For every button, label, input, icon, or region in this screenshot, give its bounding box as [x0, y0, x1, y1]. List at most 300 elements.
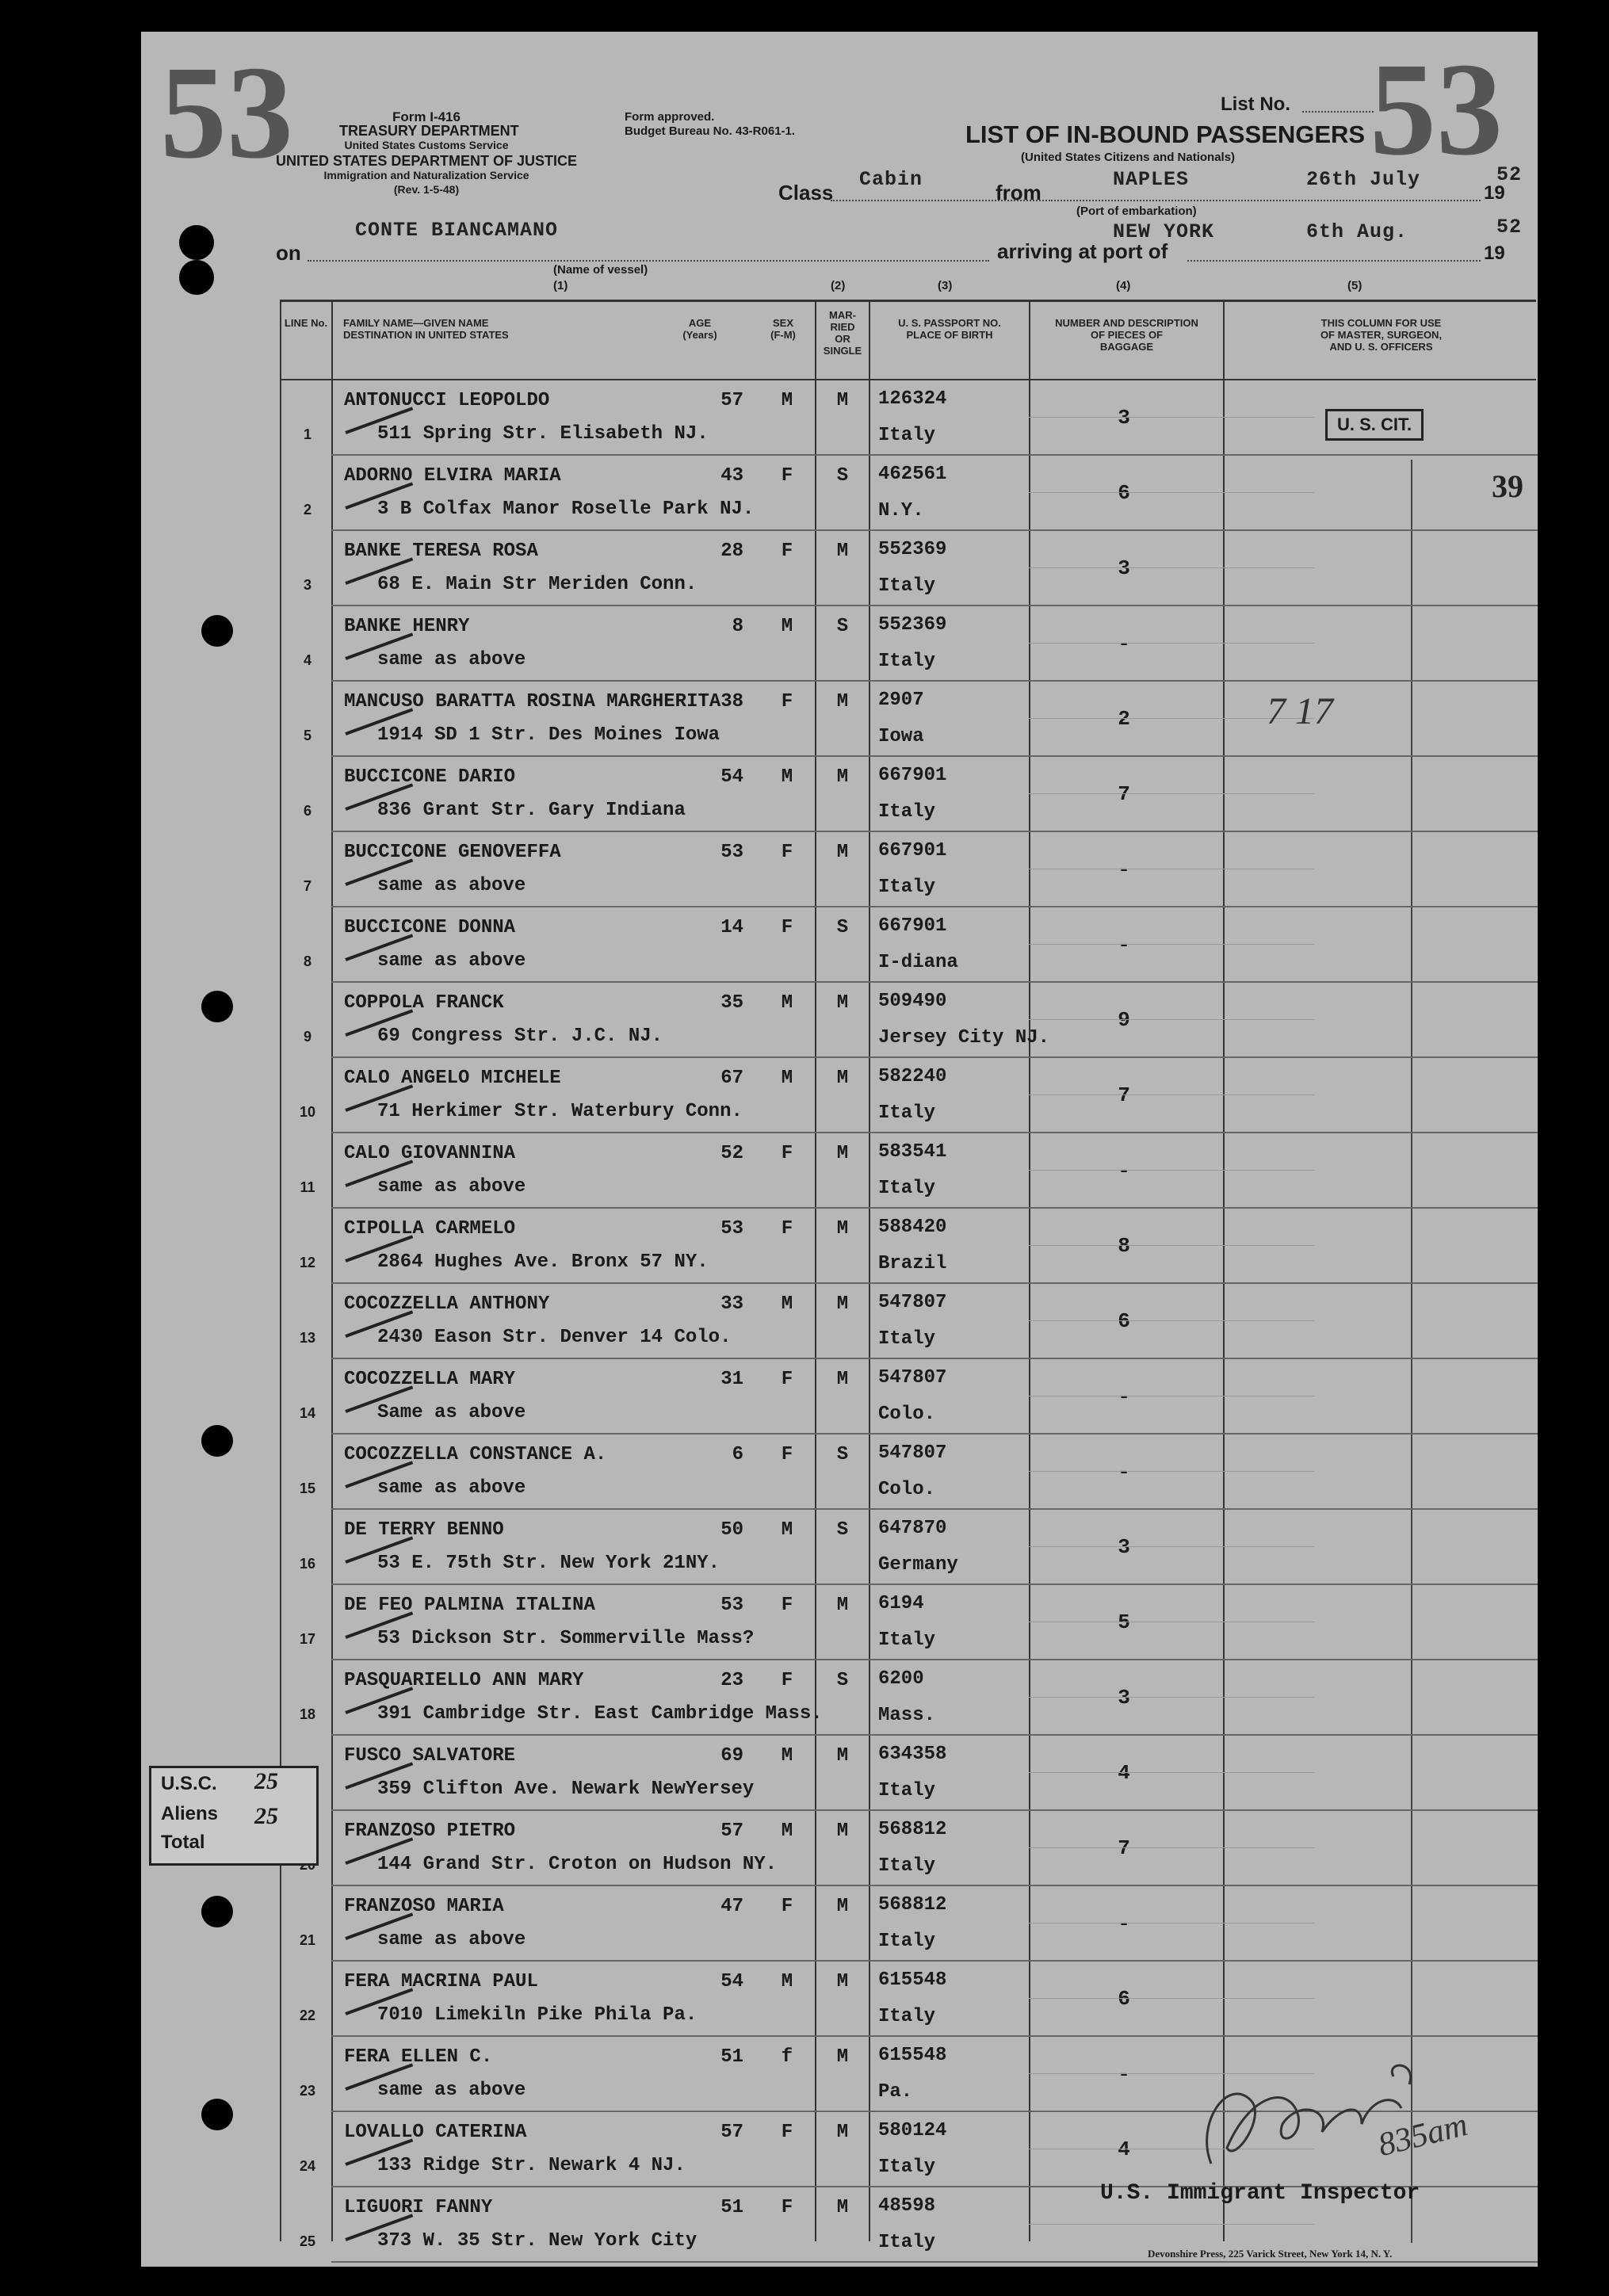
binder-hole	[201, 2099, 233, 2130]
arriving-label: arriving at port of	[997, 239, 1168, 263]
col-header-married: MAR- RIED OR SINGLE	[823, 309, 862, 357]
passenger-destination: 2430 Eason Str. Denver 14 Colo.	[377, 1327, 732, 1348]
vessel-name: CONTE BIANCAMANO	[355, 219, 559, 242]
class-value: Cabin	[859, 168, 923, 191]
passenger-destination: 7010 Limekiln Pike Phila Pa.	[377, 2004, 697, 2026]
passenger-name: DE TERRY BENNO	[344, 1519, 504, 1541]
passenger-age: 57	[720, 390, 743, 411]
passenger-sex: F	[781, 1670, 793, 1691]
passenger-age: 54	[720, 766, 743, 788]
baggage-divider	[1029, 1546, 1314, 1547]
passenger-age: 31	[720, 1369, 743, 1390]
line5-handwritten-note: 7 17	[1267, 690, 1333, 732]
passenger-marital-status: M	[836, 390, 849, 411]
inspection-time-note: 835am	[1374, 2106, 1472, 2164]
arrival-port: NEW YORK	[1113, 220, 1215, 243]
baggage-divider	[1029, 492, 1314, 493]
passenger-destination: 68 E. Main Str Meriden Conn.	[377, 574, 697, 595]
table-row	[141, 757, 1538, 832]
table-row	[141, 832, 1538, 907]
vessel-line	[308, 260, 989, 262]
passport-number: 588420	[878, 1217, 947, 1238]
baggage-divider	[1029, 1697, 1314, 1698]
passenger-age: 54	[720, 1971, 743, 1992]
passenger-age: 47	[720, 1896, 743, 1917]
passenger-destination: 69 Congress Str. J.C. NJ.	[377, 1026, 663, 1047]
passenger-name: FERA ELLEN C.	[344, 2046, 493, 2068]
birthplace: Mass.	[878, 1705, 936, 1726]
passenger-marital-status: M	[836, 541, 849, 562]
passenger-destination: same as above	[377, 875, 526, 896]
passenger-sex: F	[781, 2197, 793, 2218]
table-row	[141, 606, 1538, 682]
line-number: 2	[303, 502, 311, 518]
table-row	[141, 531, 1538, 606]
passenger-age: 33	[720, 1293, 743, 1315]
baggage-count: 4	[1118, 2137, 1130, 2161]
passenger-age: 53	[720, 842, 743, 863]
passenger-sex: M	[781, 766, 793, 788]
embarkation-caption: (Port of embarkation)	[1076, 204, 1197, 218]
line-number: 5	[303, 728, 311, 743]
passenger-age: 53	[720, 1595, 743, 1616]
passenger-name: COCOZZELLA ANTHONY	[344, 1293, 550, 1315]
passport-number: 568812	[878, 1819, 947, 1840]
binder-hole	[201, 1425, 233, 1457]
list-number-right: 53	[1370, 36, 1503, 183]
passenger-destination: 391 Cambridge Str. East Cambridge Mass.	[377, 1703, 823, 1725]
baggage-divider	[1029, 1320, 1314, 1321]
inspector-signature-line: U.S. Immigrant Inspector	[1100, 2181, 1420, 2206]
line-number: 11	[300, 1179, 315, 1195]
table-row	[141, 1284, 1538, 1359]
passenger-sex: M	[781, 1820, 793, 1842]
passport-number: 552369	[878, 539, 947, 560]
passenger-name: FRANZOSO PIETRO	[344, 1820, 516, 1842]
line-number: 3	[303, 577, 311, 593]
passport-number: 582240	[878, 1066, 947, 1087]
passenger-sex: F	[781, 2122, 793, 2143]
passenger-age: 57	[720, 1820, 743, 1842]
birthplace: Italy	[878, 1629, 936, 1651]
birthplace: Italy	[878, 801, 936, 823]
col-num-2: (2)	[831, 279, 846, 292]
passenger-name: COPPOLA FRANCK	[344, 992, 504, 1014]
departure-date: 26th July	[1306, 168, 1421, 191]
baggage-count: -	[1118, 1159, 1130, 1182]
line-number: 18	[299, 1706, 316, 1722]
passenger-marital-status: M	[836, 2197, 849, 2218]
line-number: 15	[299, 1480, 316, 1496]
col-num-3: (3)	[938, 279, 953, 292]
passenger-marital-status: M	[836, 1971, 849, 1992]
baggage-count: 2	[1118, 707, 1130, 731]
baggage-divider	[1029, 1772, 1314, 1773]
col-header-sex: SEX (F-M)	[770, 317, 796, 341]
passport-number: 126324	[878, 388, 947, 410]
table-row	[141, 1886, 1538, 1962]
passenger-name: LOVALLO CATERINA	[344, 2122, 527, 2143]
form-number: Form I-416	[392, 109, 461, 124]
table-row	[141, 1660, 1538, 1736]
passenger-marital-status: M	[836, 2046, 849, 2068]
passport-number: 634358	[878, 1744, 947, 1765]
passenger-sex: F	[781, 465, 793, 487]
line-number: 17	[299, 1631, 316, 1647]
passenger-name: FRANZOSO MARIA	[344, 1896, 504, 1917]
baggage-count: 7	[1118, 1083, 1130, 1107]
passport-number: 547807	[878, 1292, 947, 1313]
baggage-divider	[1029, 1923, 1314, 1924]
birthplace: Italy	[878, 1102, 936, 1124]
baggage-divider	[1029, 1471, 1314, 1472]
birthplace: Italy	[878, 1178, 936, 1199]
table-row	[141, 1058, 1538, 1133]
printer-credit: Devonshire Press, 225 Varick Street, New York 14, N. Y.	[1148, 2248, 1393, 2260]
table-row	[141, 907, 1538, 983]
passenger-destination: 144 Grand Str. Croton on Hudson NY.	[377, 1854, 778, 1875]
birthplace: Italy	[878, 1780, 936, 1801]
line-number: 7	[303, 878, 311, 894]
passenger-destination: 53 E. 75th Str. New York 21NY.	[377, 1553, 720, 1574]
passenger-destination: same as above	[377, 1176, 526, 1198]
line-number: 22	[299, 2008, 316, 2023]
line-number: 21	[299, 1932, 316, 1948]
passenger-sex: F	[781, 1444, 793, 1465]
table-row	[141, 1209, 1538, 1284]
total-count: 25	[254, 1803, 278, 1829]
passenger-age: 23	[720, 1670, 743, 1691]
inspector-signature	[1179, 2029, 1441, 2187]
table-row	[141, 1811, 1538, 1886]
table-row	[141, 983, 1538, 1058]
passenger-destination: same as above	[377, 950, 526, 972]
binder-hole	[179, 225, 214, 260]
line-number: 4	[303, 652, 311, 668]
line-number: 1	[303, 426, 311, 442]
line-number: 6	[303, 803, 311, 819]
ins-label: Immigration and Naturalization Service	[323, 169, 529, 181]
passenger-age: 51	[720, 2046, 743, 2068]
col-header-line-no: LINE No.	[284, 317, 328, 329]
baggage-count: 3	[1118, 556, 1130, 580]
baggage-divider	[1029, 2224, 1314, 2225]
passenger-age: 52	[720, 1143, 743, 1164]
passenger-name: LIGUORI FANNY	[344, 2197, 493, 2218]
passenger-sex: F	[781, 541, 793, 562]
birthplace: Pa.	[878, 2081, 913, 2103]
list-no-line	[1302, 111, 1374, 113]
table-row	[141, 1359, 1538, 1435]
baggage-divider	[1029, 1847, 1314, 1848]
table-row	[141, 1736, 1538, 1811]
passenger-name: DE FEO PALMINA ITALINA	[344, 1595, 595, 1616]
birthplace: Italy	[878, 2006, 936, 2027]
line-number: 10	[299, 1104, 316, 1120]
departure-year: 52	[1496, 163, 1523, 186]
baggage-divider	[1029, 643, 1314, 644]
class-label: Class	[778, 181, 834, 204]
passenger-marital-status: M	[836, 1896, 849, 1917]
passenger-name: BANKE TERESA ROSA	[344, 541, 538, 562]
birthplace: Colo.	[878, 1479, 936, 1500]
arrival-line	[1187, 260, 1481, 262]
passenger-name: COCOZZELLA CONSTANCE A.	[344, 1444, 607, 1465]
birthplace: Brazil	[878, 1253, 947, 1274]
passenger-name: COCOZZELLA MARY	[344, 1369, 516, 1390]
baggage-count: 6	[1118, 481, 1130, 505]
birthplace: Italy	[878, 1855, 936, 1877]
passenger-marital-status: M	[836, 1068, 849, 1089]
birthplace: Germany	[878, 1554, 958, 1576]
year-prefix-2: 19	[1484, 243, 1505, 264]
passenger-age: 50	[720, 1519, 743, 1541]
passenger-name: ANTONUCCI LEOPOLDO	[344, 390, 550, 411]
baggage-count: 6	[1118, 1987, 1130, 2011]
list-title: LIST OF IN-BOUND PASSENGERS	[965, 120, 1366, 148]
baggage-count: -	[1118, 1912, 1130, 1935]
passenger-destination: 3 B Colfax Manor Roselle Park NJ.	[377, 499, 755, 520]
col-num-5: (5)	[1347, 279, 1362, 292]
binder-hole	[201, 991, 233, 1022]
passenger-sex: M	[781, 1068, 793, 1089]
on-label: on	[276, 241, 301, 265]
birthplace: Italy	[878, 2232, 936, 2253]
passport-number: 547807	[878, 1442, 947, 1464]
passenger-marital-status: M	[836, 992, 849, 1014]
passport-number: 667901	[878, 765, 947, 786]
passenger-sex: F	[781, 842, 793, 863]
col-num-4: (4)	[1116, 279, 1131, 292]
passenger-sex: F	[781, 917, 793, 938]
passenger-destination: same as above	[377, 1929, 526, 1950]
passenger-marital-status: M	[836, 1218, 849, 1240]
total-label: Total	[161, 1832, 205, 1853]
passport-number: 667901	[878, 915, 947, 937]
form-approved: Form approved.	[625, 110, 715, 124]
col-num-1: (1)	[553, 279, 568, 292]
passenger-marital-status: M	[836, 1595, 849, 1616]
passenger-sex: F	[781, 1595, 793, 1616]
line-number: 24	[299, 2158, 316, 2174]
list-number-left: 53	[160, 39, 293, 186]
birthplace: I-diana	[878, 952, 958, 973]
from-line	[1051, 200, 1481, 201]
from-port: NAPLES	[1113, 168, 1190, 191]
passenger-destination: 511 Spring Str. Elisabeth NJ.	[377, 423, 709, 445]
baggage-count: 8	[1118, 1234, 1130, 1258]
arrival-year: 52	[1496, 216, 1523, 239]
passport-number: 6200	[878, 1668, 924, 1690]
passenger-destination: 836 Grant Str. Gary Indiana	[377, 800, 686, 821]
passenger-age: 14	[720, 917, 743, 938]
birthplace: Italy	[878, 1328, 936, 1350]
passenger-marital-status: M	[836, 1745, 849, 1767]
baggage-divider	[1029, 567, 1314, 568]
passenger-marital-status: M	[836, 2122, 849, 2143]
baggage-divider	[1029, 1998, 1314, 1999]
passenger-sex: f	[781, 2046, 793, 2068]
us-citizen-stamp: U. S. CIT.	[1325, 409, 1424, 441]
passenger-marital-status: M	[836, 842, 849, 863]
from-label: from	[996, 181, 1041, 204]
passenger-marital-status: M	[836, 691, 849, 712]
arrival-date: 6th Aug.	[1306, 220, 1408, 243]
passport-number: 667901	[878, 840, 947, 861]
baggage-count: -	[1118, 1460, 1130, 1484]
passenger-age: 67	[720, 1068, 743, 1089]
baggage-divider	[1029, 1245, 1314, 1246]
binder-hole	[201, 615, 233, 647]
col-header-passport: U. S. PASSPORT NO. PLACE OF BIRTH	[898, 317, 1001, 341]
passenger-age: 43	[720, 465, 743, 487]
birthplace: Colo.	[878, 1404, 936, 1425]
passenger-marital-status: M	[836, 1293, 849, 1315]
col-header-officers: THIS COLUMN FOR USE OF MASTER, SURGEON, AND U. S. OFFICERS	[1320, 317, 1443, 353]
passenger-sex: M	[781, 1519, 793, 1541]
passport-number: 583541	[878, 1141, 947, 1163]
passenger-marital-status: S	[836, 1444, 849, 1465]
passport-number: 547807	[878, 1367, 947, 1389]
passenger-sex: M	[781, 1293, 793, 1315]
passenger-marital-status: M	[836, 1369, 849, 1390]
justice-label: UNITED STATES DEPARTMENT OF JUSTICE	[276, 153, 578, 169]
passenger-sex: F	[781, 1143, 793, 1164]
passenger-destination: 373 W. 35 Str. New York City	[377, 2230, 697, 2252]
passenger-marital-status: S	[836, 917, 849, 938]
passport-number: 6194	[878, 1593, 924, 1614]
baggage-divider	[1029, 417, 1314, 418]
passenger-sex: F	[781, 1218, 793, 1240]
passport-number: 48598	[878, 2195, 936, 2217]
passenger-destination: 53 Dickson Str. Sommerville Mass?	[377, 1628, 755, 1649]
line-number: 16	[299, 1556, 316, 1572]
passenger-sex: M	[781, 390, 793, 411]
totals-stamp	[149, 1766, 319, 1866]
aliens-label: Aliens	[161, 1803, 219, 1824]
passenger-age: 38	[720, 691, 743, 712]
passenger-name: BANKE HENRY	[344, 616, 470, 637]
passenger-sex: M	[781, 1971, 793, 1992]
passenger-destination: 133 Ridge Str. Newark 4 NJ.	[377, 2155, 686, 2176]
col-header-baggage: NUMBER AND DESCRIPTION OF PIECES OF BAGGAGE	[1055, 317, 1198, 353]
baggage-divider	[1029, 1019, 1314, 1020]
birthplace: Italy	[878, 651, 936, 672]
passenger-sex: F	[781, 1369, 793, 1390]
passenger-destination: 359 Clifton Ave. Newark NewYersey	[377, 1778, 755, 1800]
col-header-age: AGE (Years)	[682, 317, 717, 341]
baggage-count: 3	[1118, 1686, 1130, 1710]
baggage-count: 9	[1118, 1008, 1130, 1032]
usc-label: U.S.C.	[161, 1773, 217, 1794]
row-divider	[331, 2261, 1538, 2263]
passport-number: 2907	[878, 690, 924, 711]
passport-number: 568812	[878, 1894, 947, 1916]
passenger-sex: F	[781, 691, 793, 712]
list-subtitle: (United States Citizens and Nationals)	[1021, 151, 1236, 164]
passport-number: 552369	[878, 614, 947, 636]
birthplace: Italy	[878, 575, 936, 597]
table-row	[141, 1510, 1538, 1585]
passport-number: 509490	[878, 991, 947, 1012]
baggage-count: 6	[1118, 1309, 1130, 1333]
binder-hole	[179, 260, 214, 295]
passenger-destination: 71 Herkimer Str. Waterbury Conn.	[377, 1101, 743, 1122]
passenger-name: PASQUARIELLO ANN MARY	[344, 1670, 584, 1691]
passenger-marital-status: S	[836, 1670, 849, 1691]
vessel-caption: (Name of vessel)	[553, 263, 648, 277]
passenger-name: BUCCICONE DARIO	[344, 766, 516, 788]
passenger-name: FERA MACRINA PAUL	[344, 1971, 538, 1992]
baggage-count: -	[1118, 632, 1130, 655]
birthplace: Italy	[878, 2157, 936, 2178]
passenger-destination: 1914 SD 1 Str. Des Moines Iowa	[377, 724, 720, 746]
line-number: 14	[299, 1405, 316, 1421]
line-number: 23	[299, 2083, 316, 2099]
passenger-destination: same as above	[377, 649, 526, 670]
passenger-marital-status: S	[836, 1519, 849, 1541]
table-row	[141, 456, 1538, 531]
passport-number: 647870	[878, 1518, 947, 1539]
passenger-name: CALO GIOVANNINA	[344, 1143, 516, 1164]
passenger-name: MANCUSO BARATTA ROSINA MARGHERITA	[344, 691, 721, 712]
baggage-divider	[1029, 944, 1314, 945]
passport-number: 615548	[878, 1969, 947, 1991]
passenger-age: 35	[720, 992, 743, 1014]
passenger-name: CALO ANGELO MICHELE	[344, 1068, 561, 1089]
line-number: 12	[299, 1255, 316, 1270]
passport-number: 615548	[878, 2045, 947, 2066]
birthplace: Iowa	[878, 726, 924, 747]
line-number: 13	[299, 1330, 316, 1346]
passenger-marital-status: M	[836, 1820, 849, 1842]
baggage-divider	[1029, 793, 1314, 794]
passenger-destination: Same as above	[377, 1402, 526, 1423]
passenger-marital-status: M	[836, 766, 849, 788]
table-row	[141, 1133, 1538, 1209]
passenger-name: BUCCICONE GENOVEFFA	[344, 842, 561, 863]
line-number: 8	[303, 953, 311, 969]
baggage-count: 3	[1118, 406, 1130, 430]
passenger-marital-status: S	[836, 616, 849, 637]
col-header-name: FAMILY NAME—GIVEN NAME DESTINATION IN UNITED STATES	[343, 317, 509, 341]
passenger-sex: F	[781, 1896, 793, 1917]
table-top-border	[280, 300, 1536, 302]
passenger-destination: same as above	[377, 1477, 526, 1499]
line-number: 25	[299, 2233, 316, 2249]
table-row	[141, 1585, 1538, 1660]
line-number: 9	[303, 1029, 311, 1045]
baggage-count: 5	[1118, 1610, 1130, 1634]
budget-bureau: Budget Bureau No. 43-R061-1.	[625, 124, 796, 138]
passenger-name: BUCCICONE DONNA	[344, 917, 516, 938]
table-row	[141, 1435, 1538, 1510]
baggage-count: -	[1118, 858, 1130, 881]
birthplace: Italy	[878, 425, 936, 446]
customs-label: United States Customs Service	[344, 139, 509, 151]
baggage-count: 7	[1118, 782, 1130, 806]
year-prefix-1: 19	[1484, 182, 1505, 204]
list-no-label: List No.	[1221, 94, 1290, 115]
passenger-age: 57	[720, 2122, 743, 2143]
passenger-sex: M	[781, 616, 793, 637]
margin-number: 39	[1492, 468, 1523, 504]
treasury-label: TREASURY DEPARTMENT	[339, 123, 519, 139]
birthplace: N.Y.	[878, 500, 924, 521]
passenger-age: 6	[732, 1444, 743, 1465]
passenger-sex: M	[781, 992, 793, 1014]
baggage-count: -	[1118, 933, 1130, 957]
